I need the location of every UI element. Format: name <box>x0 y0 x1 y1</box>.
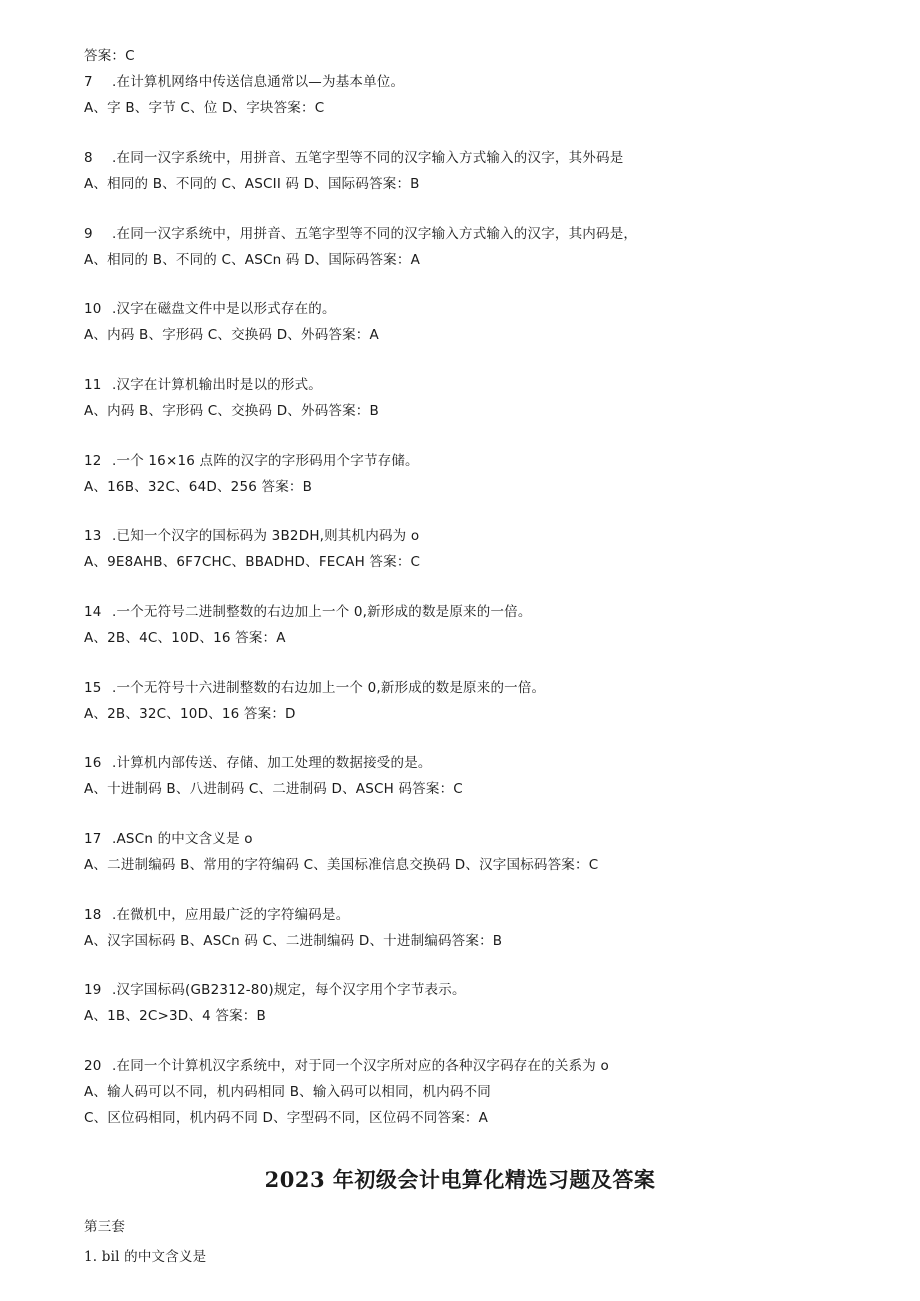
options-9: A、相同的 B、不同的 C、ASCn 码 D、国际码答案：A <box>84 252 421 268</box>
first-question: 1. bil 的中文含义是 <box>84 1249 207 1265</box>
options-12: A、16B、32C、64D、256 答案：B <box>84 479 313 495</box>
question-7: 7 .在计算机网络中传送信息通常以—为基本单位。 <box>84 74 405 90</box>
options-11: A、内码 B、字形码 C、交换码 D、外码答案：B <box>84 403 379 419</box>
question-10: 10 .汉字在磁盘文件中是以形式存在的。 <box>84 301 336 317</box>
question-15: 15 .一个无符号十六进制整数的右边加上一个 0,新形成的数是原来的一倍。 <box>84 680 546 696</box>
options-20-a: A、输人码可以不同，机内码相同 B、输入码可以相同，机内码不同 <box>84 1084 491 1100</box>
options-16: A、十进制码 B、八进制码 C、二进制码 D、ASCH 码答案：C <box>84 781 463 797</box>
set-label: 第三套 <box>84 1219 126 1235</box>
question-9: 9 .在同一汉字系统中，用拼音、五笔字型等不同的汉字输入方式输入的汉字，其内码是， <box>84 226 638 242</box>
options-20-c: C、区位码相同，机内码不同 D、字型码不同，区位码不同答案：A <box>84 1110 489 1126</box>
question-12: 12 .一个 16×16 点阵的汉字的字形码用个字节存储。 <box>84 453 419 469</box>
question-19: 19 .汉字国标码(GB2312-80)规定，每个汉字用个字节表示。 <box>84 982 466 998</box>
options-17: A、二进制编码 B、常用的字符编码 C、美国标准信息交换码 D、汉字国标码答案：C <box>84 857 599 873</box>
answer-line: 答案：C <box>84 48 135 64</box>
question-18: 18 .在微机中，应用最广泛的字符编码是。 <box>84 907 350 923</box>
options-7: A、字 B、字节 C、位 D、字块答案：C <box>84 100 325 116</box>
options-19: A、1B、2C>3D、4 答案：B <box>84 1008 266 1024</box>
options-15: A、2B、32C、10D、16 答案：D <box>84 706 296 722</box>
question-14: 14 .一个无符号二进制整数的右边加上一个 0,新形成的数是原来的一倍。 <box>84 604 532 620</box>
options-13: A、9E8AHB、6F7CHC、BBADHD、FECAH 答案：C <box>84 554 421 570</box>
question-13: 13 .已知一个汉字的国标码为 3B2DH,则其机内码为 o <box>84 528 420 544</box>
question-11: 11 .汉字在计算机输出时是以的形式。 <box>84 377 322 393</box>
options-18: A、汉字国标码 B、ASCn 码 C、二进制编码 D、十进制编码答案：B <box>84 933 503 949</box>
options-10: A、内码 B、字形码 C、交换码 D、外码答案：A <box>84 327 379 343</box>
question-20: 20 .在同一个计算机汉字系统中，对于同一个汉字所对应的各种汉字码存在的关系为 o <box>84 1058 609 1074</box>
section-heading: 2023 年初级会计电算化精选习题及答案 <box>264 1167 656 1192</box>
options-14: A、2B、4C、10D、16 答案：A <box>84 630 286 646</box>
question-16: 16 .计算机内部传送、存储、加工处理的数据接受的是。 <box>84 755 432 771</box>
question-8: 8 .在同一汉字系统中，用拼音、五笔字型等不同的汉字输入方式输入的汉字，其外码是 <box>84 150 624 166</box>
question-17: 17 .ASCn 的中文含义是 o <box>84 831 253 847</box>
options-8: A、相同的 B、不同的 C、ASCII 码 D、国际码答案：B <box>84 176 420 192</box>
